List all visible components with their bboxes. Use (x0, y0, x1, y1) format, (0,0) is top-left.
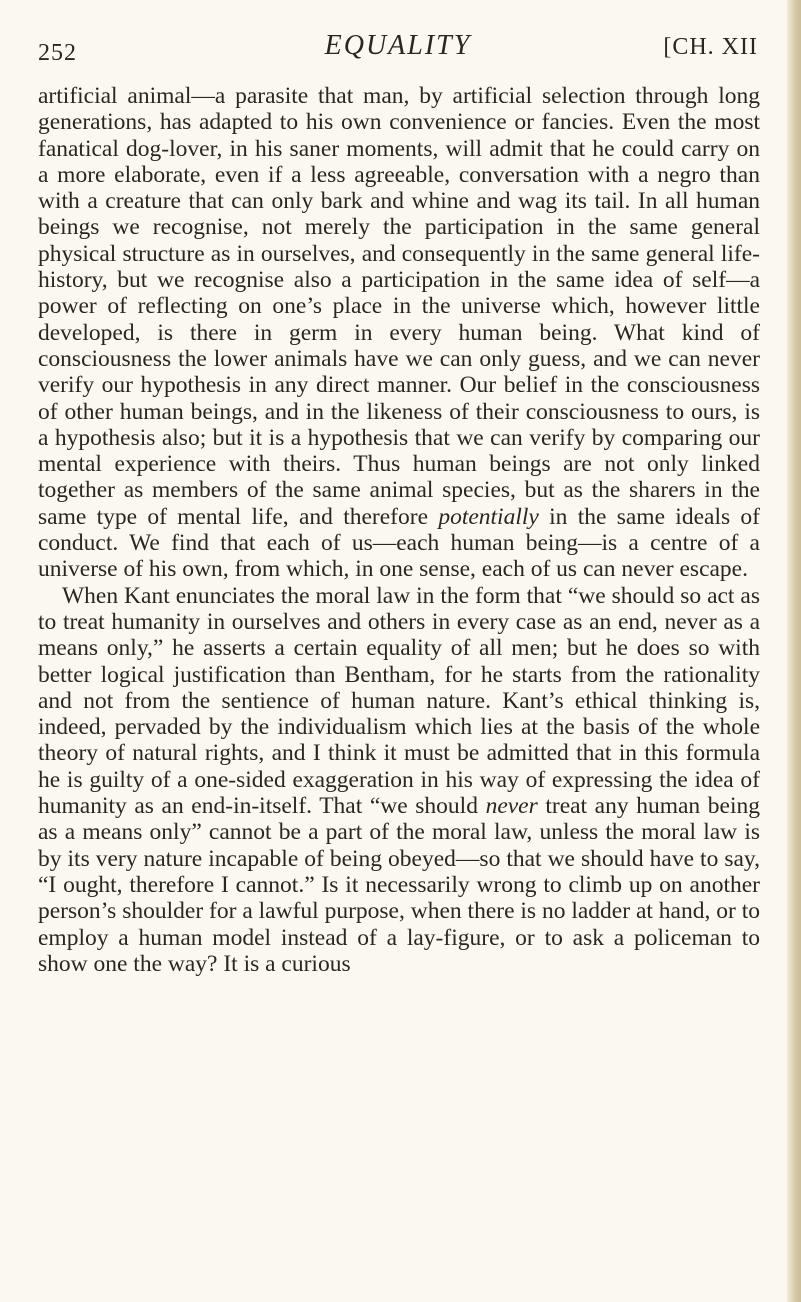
paragraph-2-text-a: When Kant enunciates the moral law in the form that “we should so act as to treat humanity in ourselves and others in every case as an end, never as a means only,” he asserts a certain equality of all men; but he does so with better logical justification than Bentham, for he starts from the rationality and not from the sentience of human nature. Kant’s ethical thinking is, indeed, pervaded by the individualism which lies at the basis of the whole theory of natural rights, and I think it must be admitted that in this formula he is guilty of a one-sided exaggeration in his way of expressing the idea of humanity as an end-in-itself. That “we should (38, 582, 760, 820)
paragraph-1 (38, 83, 760, 583)
page-edge-shadow (787, 0, 801, 1302)
paragraph-1-text-a: artificial animal—a parasite that man, by artificial selection through long generations, has adapted to his own convenience or fancies. Even the most fanatical dog-lover, in his saner moments, will admit that he could carry on a more elaborate, even if a less agreeable, conversation with a negro than with a creature that can only bark and whine and wag its tail. In all human beings we recognise, not merely the participation in the same general physical structure as in ourselves, and consequently in the same general life-history, but we recognise also a participation in the same idea of self—a power of reflecting on one’s place in the universe which, however little developed, is there in germ in every human being. What kind of consciousness the lower animals have we can only guess, and we can never verify our hypothesis in any direct manner. Our belief in the consciousness of other human beings, and in the likeness of their consciousness to ours, is a hypothesis also; but it is a hypothesis that we can verify by comparing our mental experience with theirs. Thus human beings are not only linked together as members of the same animal species, but as the sharers in the same type of mental life, and therefore (38, 83, 760, 530)
paragraph-2-emphasis: never (485, 793, 538, 820)
paragraph-2 (38, 583, 760, 977)
paragraph-1-text-b: in the same ideals of conduct. We find that each of us—each human being—is a centre of a universe of his own, from which, in one sense, each of us can never escape. (38, 503, 761, 583)
running-header (38, 30, 758, 70)
paragraph-2-text-b: treat any human being as a means only” cannot be a part of the moral law, unless the moral law is by its very nature incapable of being obeyed—so that we should have to say, “I ought, therefore I cannot.” Is it necessarily wrong to climb up on another person’s shoulder for a lawful purpose, when there is no ladder at hand, or to employ a human model instead of a lay-figure, or to ask a policeman to show one the way? It is a curious (38, 793, 760, 977)
chapter-reference: [CH. XII (663, 34, 758, 60)
running-title: EQUALITY (324, 30, 472, 61)
body-text (38, 83, 760, 977)
page-number: 252 (38, 40, 77, 66)
paragraph-1-emphasis: potentially (438, 503, 539, 530)
